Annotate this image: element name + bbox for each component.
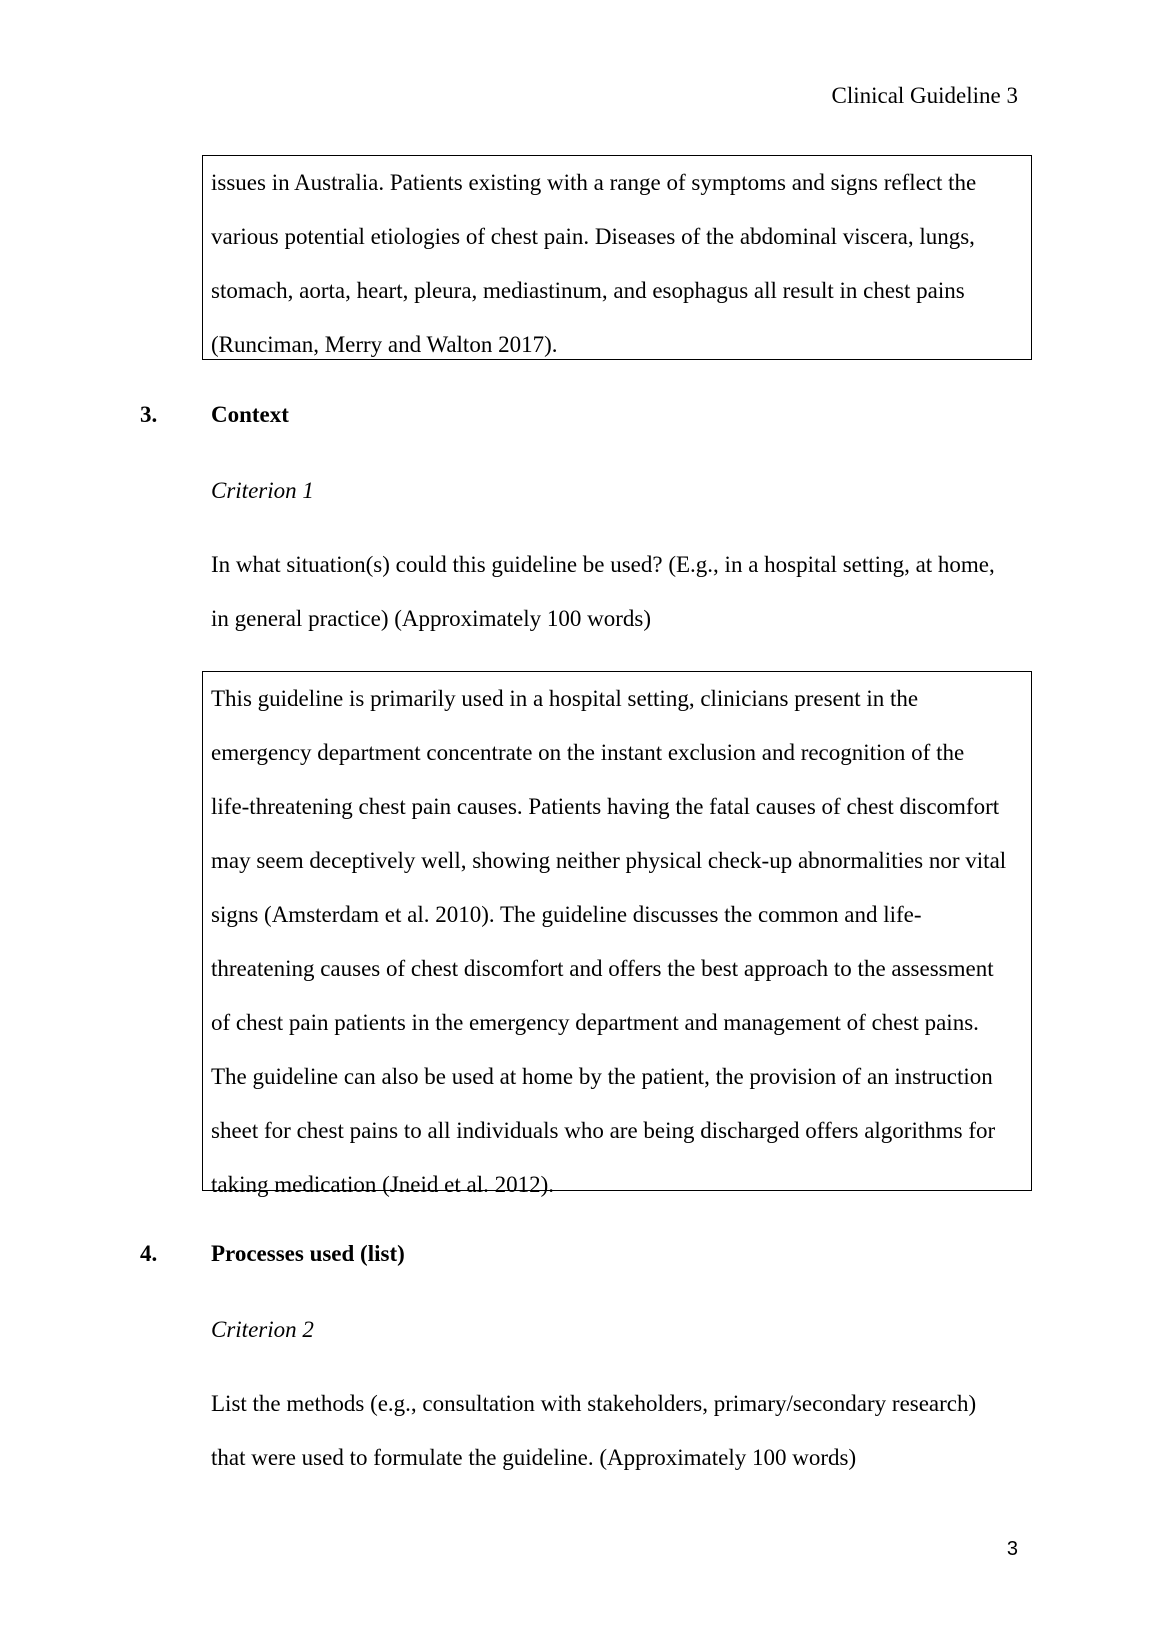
answer-box-continued	[202, 155, 1032, 360]
answer-box-context	[202, 671, 1032, 1197]
box-line: sheet for chest pains to all individuals who are being discharged offers algorithms for	[211, 1118, 996, 1143]
box-line: of chest pain patients in the emergency department and management of chest pains.	[211, 1010, 979, 1035]
box-line: may seem deceptively well, showing neither physical check-up abnormalities nor vital	[211, 848, 1007, 873]
prompt-line: In what situation(s) could this guideline be used? (E.g., in a hospital setting, at home,	[211, 552, 995, 577]
criterion-prompt	[211, 538, 1041, 646]
box-line: issues in Australia. Patients existing with a range of symptoms and signs reflect the	[211, 170, 977, 195]
criterion-label: Criterion 1	[211, 478, 314, 503]
section-number: 3.	[140, 402, 158, 427]
box-line: various potential etiologies of chest pain. Diseases of the abdominal viscera, lungs,	[211, 224, 975, 249]
box-line: threatening causes of chest discomfort and offers the best approach to the assessment	[211, 956, 994, 981]
criterion-prompt	[211, 1377, 1041, 1485]
prompt-line: List the methods (e.g., consultation with stakeholders, primary/secondary research)	[211, 1391, 977, 1416]
section-title: Context	[211, 402, 289, 427]
box-line: stomach, aorta, heart, pleura, mediastinum, and esophagus all result in chest pains	[211, 278, 965, 303]
prompt-line: in general practice) (Approximately 100 words)	[211, 606, 652, 631]
box-line: taking medication (Jneid et al. 2012).	[211, 1172, 554, 1197]
section-number: 4.	[140, 1241, 158, 1266]
box-line: The guideline can also be used at home by the patient, the provision of an instruction	[211, 1064, 993, 1089]
box-line: emergency department concentrate on the instant exclusion and recognition of the	[211, 740, 965, 765]
page-number: 3	[1006, 1538, 1018, 1560]
criterion-label: Criterion 2	[211, 1317, 314, 1342]
box-line: signs (Amsterdam et al. 2010). The guideline discusses the common and life-	[211, 902, 922, 927]
box-line: This guideline is primarily used in a hospital setting, clinicians present in the	[211, 686, 919, 711]
prompt-line: that were used to formulate the guideline. (Approximately 100 words)	[211, 1445, 857, 1470]
running-header: Clinical Guideline 3	[831, 83, 1018, 108]
box-line: life-threatening chest pain causes. Patients having the fatal causes of chest discomfort	[211, 794, 1000, 819]
box-line: (Runciman, Merry and Walton 2017).	[211, 332, 558, 357]
section-title: Processes used (list)	[211, 1241, 405, 1266]
